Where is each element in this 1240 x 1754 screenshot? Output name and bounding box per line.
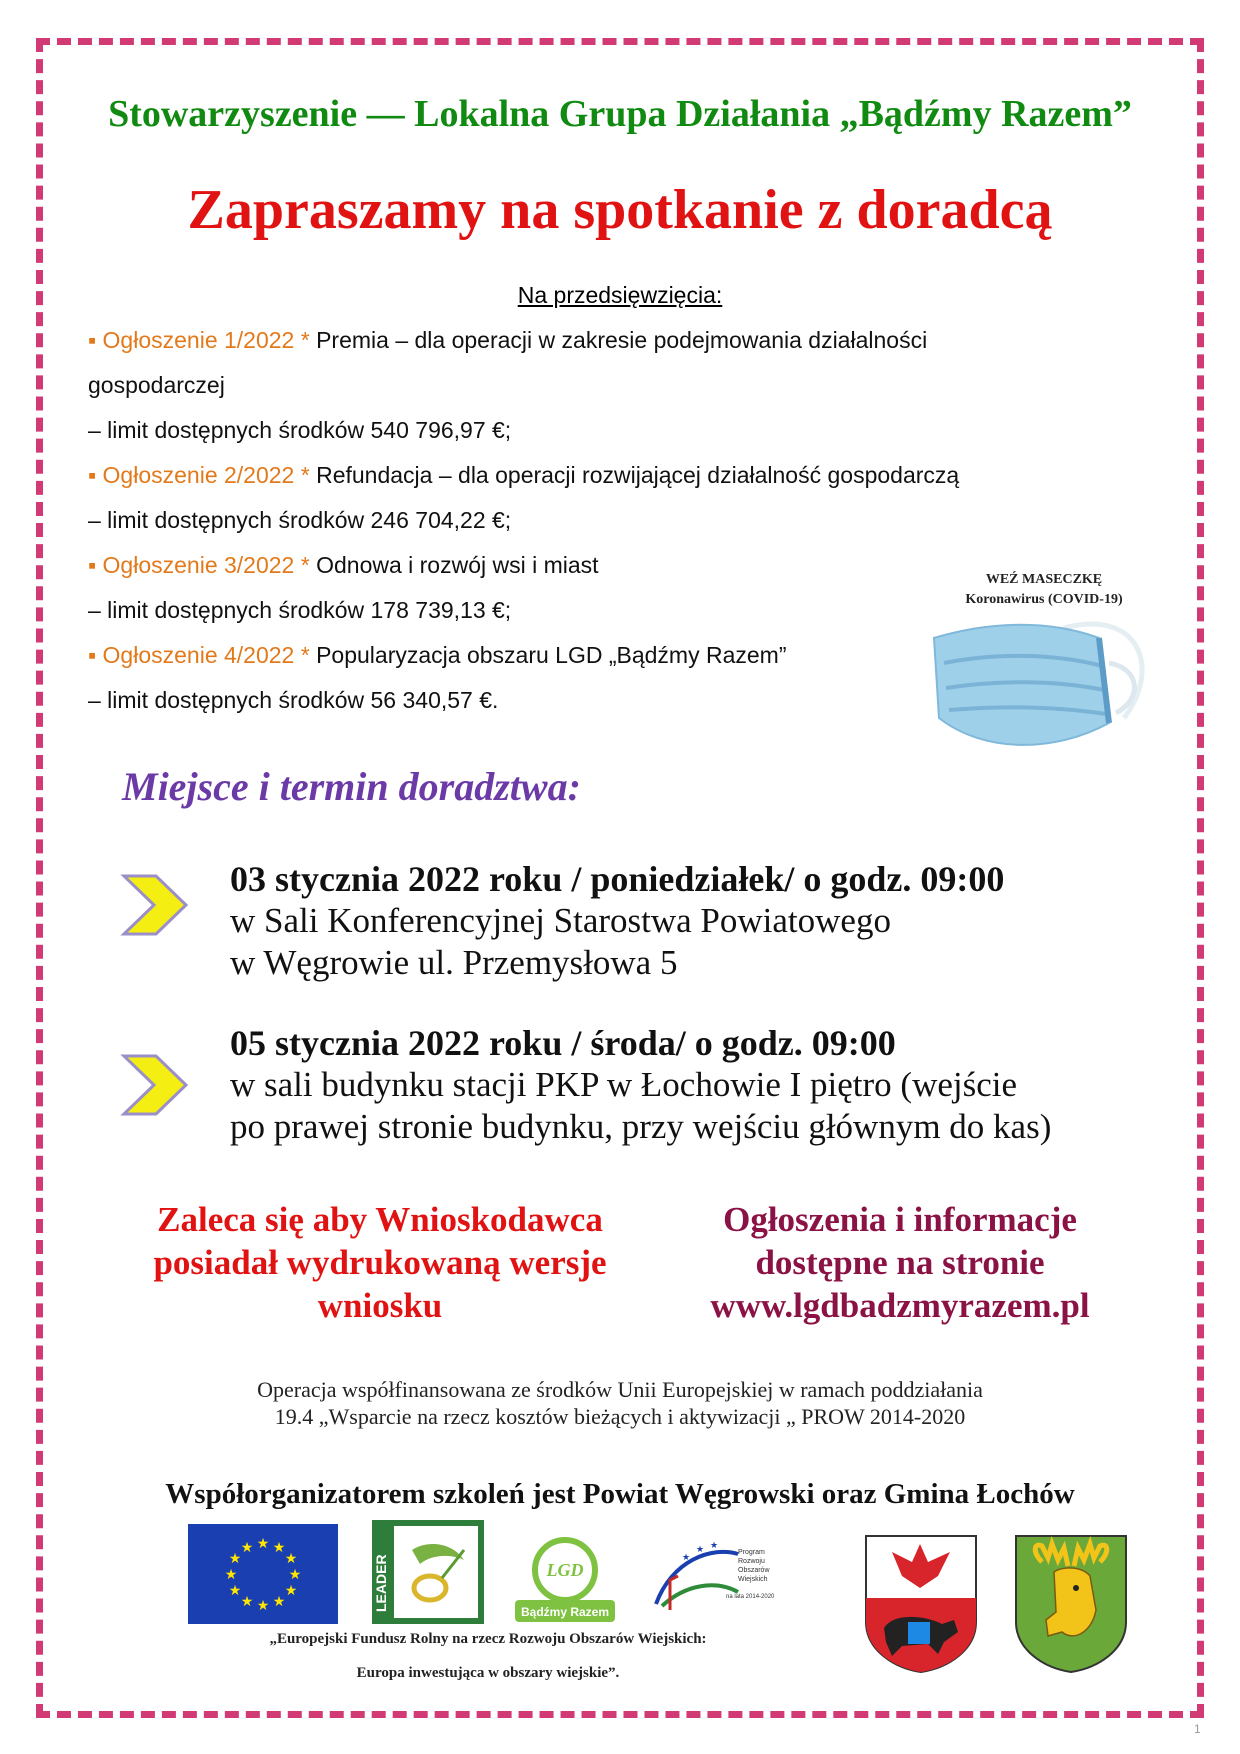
leader-text: LEADER [373, 1554, 389, 1612]
event-date: 03 stycznia 2022 roku / poniedziałek/ o godz. 09:00 [230, 859, 1005, 899]
notice-line [88, 363, 1128, 408]
notice-text: Popularyzacja obszaru LGD „Bądźmy Razem” [316, 642, 787, 668]
prow-text: Wiejskich [738, 1576, 768, 1583]
venue-heading: Miejsce i termin doradztwa: [122, 764, 581, 809]
lgd-mark: LGD [546, 1560, 584, 1580]
svg-text:★: ★ [228, 1583, 242, 1599]
website-url: www.lgdbadzmyrazem.pl [710, 1286, 1090, 1325]
orange-bullet-icon: ▪ [88, 462, 103, 488]
svg-text:★: ★ [682, 1553, 691, 1563]
svg-text:★: ★ [284, 1583, 298, 1599]
info-line: dostępne na stronie [755, 1243, 1045, 1282]
eu-flag-logo [188, 1524, 338, 1624]
event-address: po prawej stronie budynku, przy wejściu głównym do kas) [230, 1107, 1052, 1146]
orange-bullet-icon: ▪ [88, 552, 103, 578]
svg-text:★: ★ [288, 1567, 302, 1583]
advice-line: wniosku [317, 1286, 443, 1325]
svg-text:★: ★ [710, 1541, 719, 1551]
chevron-right-icon [120, 1052, 190, 1118]
svg-text:★: ★ [696, 1545, 705, 1555]
notice-limit: – limit dostępnych środków 246 704,22 €; [88, 507, 512, 533]
prow-text: na lata 2014-2020 [726, 1594, 775, 1600]
svg-text:★: ★ [256, 1536, 270, 1552]
projects-heading: Na przedsięwzięcia: [517, 282, 723, 308]
svg-text:★: ★ [256, 1598, 270, 1614]
notice-line [88, 318, 1128, 363]
eafrd-line: „Europejski Fundusz Rolny na rzecz Rozwoju Obszarów Wiejskich: [269, 1631, 707, 1647]
notice-line [88, 453, 1128, 498]
page-number: 1 [1194, 1722, 1201, 1736]
event-location: w sali budynku stacji PKP w Łochowie I piętro (wejście [230, 1065, 1018, 1104]
event-location: w Sali Konferencyjnej Starostwa Powiatowego [230, 901, 891, 940]
eafrd-caption [188, 1622, 788, 1690]
website-info [660, 1198, 1140, 1327]
chevron-right-icon [120, 872, 190, 938]
notice-text: gospodarczej [88, 372, 225, 398]
notice-text: Premia – dla operacji w zakresie podejmowania działalności [316, 327, 928, 353]
coorganizer-text: Współorganizatorem szkoleń jest Powiat Węgrowski oraz Gmina Łochów [165, 1478, 1075, 1510]
face-mask-image [924, 568, 1164, 788]
event-address: w Węgrowie ul. Przemysłowa 5 [230, 943, 678, 982]
eafrd-line: Europa inwestująca w obszary wiejskie”. [356, 1665, 620, 1681]
advice-line: posiadał wydrukowaną wersje [153, 1243, 607, 1282]
notice-number: Ogłoszenie 2/2022 * [102, 462, 317, 488]
face-mask-icon [924, 568, 1164, 788]
notice-limit-line [88, 498, 1128, 543]
notice-number: Ogłoszenie 3/2022 * [102, 552, 317, 578]
leader-logo [372, 1520, 484, 1624]
event-date: 05 stycznia 2022 roku / środa/ o godz. 09:00 [230, 1023, 896, 1063]
orange-bullet-icon: ▪ [88, 642, 103, 668]
gmina-lochow-coat-of-arms [1012, 1532, 1130, 1674]
svg-text:★: ★ [272, 1540, 286, 1556]
mask-subcaption: Koronawirus (COVID-19) [965, 592, 1123, 607]
cofinancing-line: 19.4 „Wsparcie na rzecz kosztów bieżących i aktywizacji „ PROW 2014-2020 [274, 1404, 966, 1429]
notice-limit-line [88, 408, 1128, 453]
advice-line: Zaleca się aby Wnioskodawca [157, 1200, 603, 1239]
notice-text: Odnowa i rozwój wsi i miast [316, 552, 599, 578]
notice-text: Refundacja – dla operacji rozwijającej działalność gospodarczą [316, 462, 960, 488]
svg-text:★: ★ [284, 1551, 298, 1567]
svg-text:★: ★ [224, 1567, 238, 1583]
svg-text:★: ★ [228, 1551, 242, 1567]
notice-limit: – limit dostępnych środków 56 340,57 €. [88, 687, 499, 713]
notice-limit: – limit dostępnych środków 178 739,13 €; [88, 597, 512, 623]
mask-caption: WEŹ MASECZKĘ [985, 572, 1103, 587]
prow-logo [652, 1540, 788, 1624]
notice-limit: – limit dostępnych środków 540 796,97 €; [88, 417, 512, 443]
organization-title: Stowarzyszenie — Lokalna Grupa Działania „Bądźmy Razem” [108, 93, 1132, 135]
event-2 [230, 1022, 1190, 1148]
notice-number: Ogłoszenie 4/2022 * [102, 642, 317, 668]
prow-text: Rozwoju [738, 1558, 765, 1565]
info-line: Ogłoszenia i informacje [723, 1200, 1077, 1239]
svg-text:★: ★ [240, 1540, 254, 1556]
lgd-logo [512, 1530, 618, 1626]
svg-text:★: ★ [272, 1594, 286, 1610]
notice-number: Ogłoszenie 1/2022 * [102, 327, 317, 353]
powiat-wegrowski-coat-of-arms [862, 1532, 980, 1674]
cofinancing-line: Operacja współfinansowana ze środków Unii Europejskiej w ramach poddziałania [257, 1377, 983, 1402]
svg-text:★: ★ [240, 1594, 254, 1610]
cofinancing-note [60, 1376, 1180, 1430]
orange-bullet-icon: ▪ [88, 327, 103, 353]
prow-text: Program [738, 1549, 765, 1556]
main-title: Zapraszamy na spotkanie z doradcą [187, 179, 1053, 241]
prow-text: Obszarów [738, 1567, 770, 1574]
printed-application-advice [110, 1198, 650, 1327]
lgd-text: Bądźmy Razem [520, 1605, 610, 1619]
event-1 [230, 858, 1190, 984]
